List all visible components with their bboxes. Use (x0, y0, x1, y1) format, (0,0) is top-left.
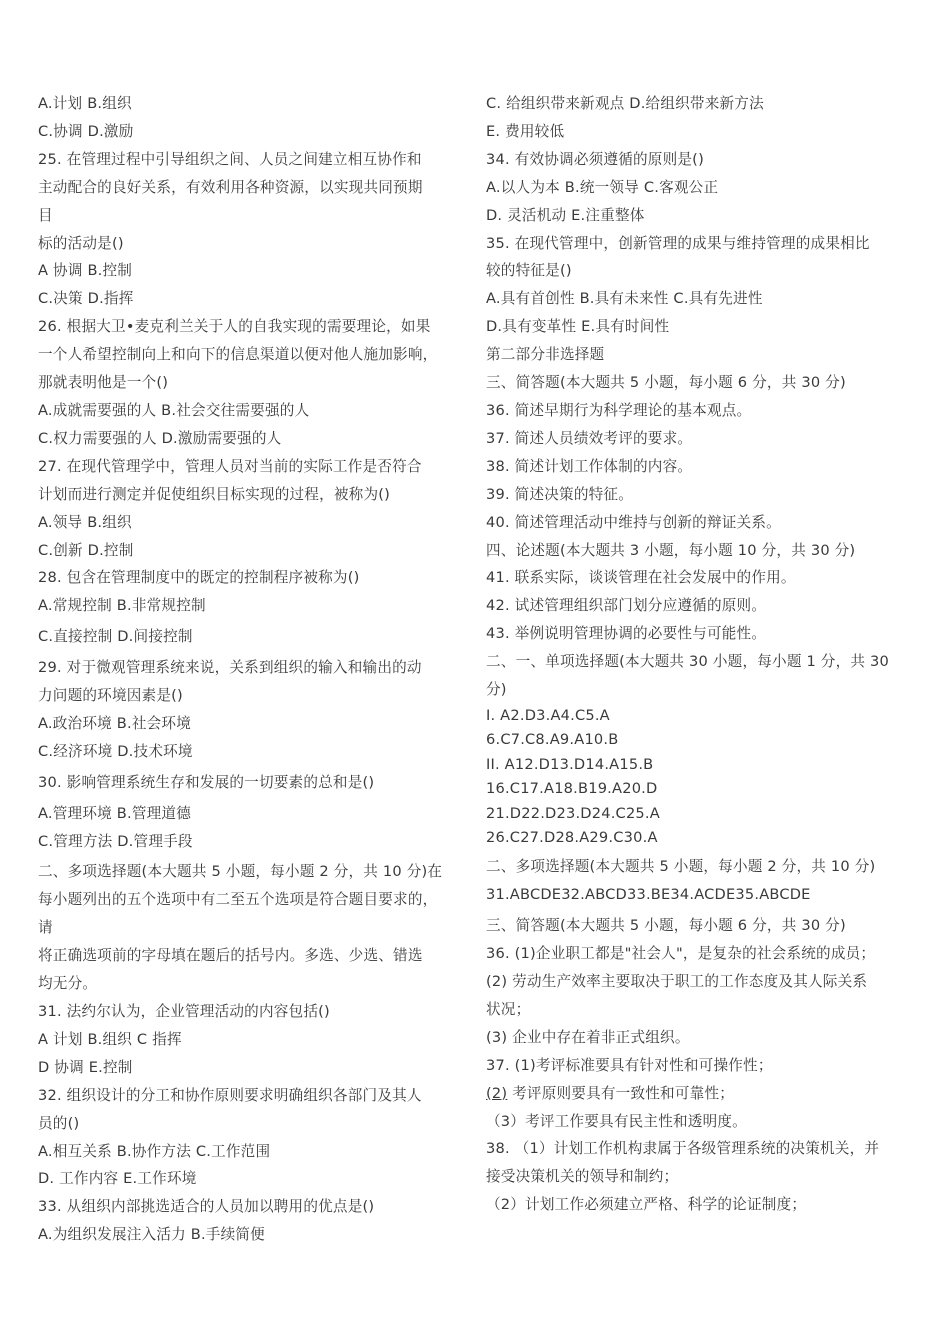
text-line: (2) 劳动生产效率主要取决于职工的工作态度及其人际关系 (486, 973, 868, 990)
text-line: 将正确选项前的字母填在题后的括号内。多选、少选、错选 (38, 947, 423, 965)
left-column (38, 90, 463, 1249)
text-line: C.协调 D.激励 (38, 122, 134, 140)
text-line: A.政治环境 B.社会环境 (38, 714, 192, 732)
text-line: 每小题列出的五个选项中有二至五个选项是符合题目要求的， (38, 891, 438, 909)
right-column (486, 90, 918, 1219)
text-line: C.决策 D.指挥 (38, 290, 134, 308)
text-line: 员的() (38, 1114, 80, 1132)
text-line: A.管理环境 B.管理道德 (38, 804, 192, 822)
text-line: C.创新 D.控制 (38, 541, 134, 559)
text-line: C.直接控制 D.间接控制 (38, 628, 193, 646)
text-line: 较的特征是() (486, 262, 572, 280)
text-line: 请 (38, 919, 53, 937)
text-line: 37. (1)考评标准要具有针对性和可操作性； (486, 1056, 773, 1074)
text-line: A.具有首创性 B.具有未来性 C.具有先进性 (486, 290, 763, 308)
text-line: A 计划 B.组织 C 指挥 (38, 1030, 182, 1048)
text-line: E. 费用较低 (486, 122, 565, 140)
text-line: 计划而进行测定并促使组织目标实现的过程，被称为() (38, 485, 391, 503)
text-line: A.相互关系 B.协作方法 C.工作范围 (38, 1142, 271, 1160)
text-line: 29. 对于微观管理系统来说，关系到组织的输入和输出的动 (38, 659, 422, 677)
text-line: 42. 试述管理组织部门划分应遵循的原则。 (486, 597, 767, 615)
section-heading: 三、简答题(本大题共 5 小题，每小题 6 分，共 30 分) (486, 917, 846, 935)
text-line: 状况； (486, 1000, 531, 1018)
text-line: C.经济环境 D.技术环境 (38, 742, 193, 760)
text-line: 主动配合的良好关系，有效利用各种资源，以实现共同预期 (38, 178, 423, 196)
text-line: （2）计划工作必须建立严格、科学的论证制度； (486, 1196, 807, 1214)
text-line: 一个人希望控制向上和向下的信息渠道以便对他人施加影响， (38, 346, 438, 364)
text-line: A.计划 B.组织 (38, 95, 132, 112)
answer-line: I. A2.D3.A4.C5.A (486, 706, 610, 724)
section-heading: 二、一、单项选择题(本大题共 30 小题，每小题 1 分，共 30 (486, 653, 889, 671)
text-line: 38. 简述计划工作体制的内容。 (486, 457, 693, 475)
text-line: A.以人为本 B.统一领导 C.客观公正 (486, 178, 719, 196)
text-line: D. 工作内容 E.工作环境 (38, 1170, 197, 1188)
text-line: 目 (38, 206, 53, 224)
text-line: 35. 在现代管理中，创新管理的成果与维持管理的成果相比 (486, 234, 870, 252)
text-line: C. 给组织带来新观点 D.给组织带来新方法 (486, 95, 764, 112)
text-line: 43. 举例说明管理协调的必要性与可能性。 (486, 625, 767, 643)
text-line: 33. 从组织内部挑选适合的人员加以聘用的优点是() (38, 1198, 375, 1216)
underlined-number: (2) (486, 1084, 508, 1102)
section-heading: 四、论述题(本大题共 3 小题，每小题 10 分，共 30 分) (486, 541, 856, 559)
text-line: （3）考评工作要具有民主性和透明度。 (486, 1112, 747, 1130)
text-line: 力问题的环境因素是() (38, 687, 183, 705)
answer-line: 6.C7.C8.A9.A10.B (486, 731, 619, 749)
section-heading: 二、多项选择题(本大题共 5 小题，每小题 2 分，共 10 分) (486, 858, 876, 876)
answer-line: 31.ABCDE32.ABCD33.BE34.ACDE35.ABCDE (486, 886, 811, 904)
text-line: 那就表明他是一个() (38, 374, 169, 392)
text-line: 25. 在管理过程中引导组织之间、人员之间建立相互协作和 (38, 150, 422, 168)
text-line: 27. 在现代管理学中，管理人员对当前的实际工作是否符合 (38, 457, 422, 475)
text-line: 28. 包含在管理制度中的既定的控制程序被称为() (38, 569, 360, 587)
section-heading: 第二部分非选择题 (486, 346, 605, 364)
text-line (486, 1080, 918, 1108)
text-line: C.管理方法 D.管理手段 (38, 832, 193, 850)
text-line: D. 灵活机动 E.注重整体 (486, 206, 645, 224)
text-line: (3) 企业中存在着非正式组织。 (486, 1028, 690, 1046)
text-line: D 协调 E.控制 (38, 1058, 133, 1076)
text-line: D.具有变革性 E.具有时间性 (486, 318, 670, 336)
text-line: 40. 简述管理活动中维持与创新的辩证关系。 (486, 513, 781, 531)
text-line: C.权力需要强的人 D.激励需要强的人 (38, 429, 282, 447)
answer-line: 21.D22.D23.D24.C25.A (486, 804, 660, 822)
answer-line: II. A12.D13.D14.A15.B (486, 755, 654, 773)
text-line: A.为组织发展注入活力 B.手续简便 (38, 1226, 265, 1244)
text-line: 分) (486, 681, 507, 699)
text-line: 38. （1）计划工作机构隶属于各级管理系统的决策机关，并 (486, 1140, 880, 1158)
text-line: 30. 影响管理系统生存和发展的一切要素的总和是() (38, 773, 375, 791)
text-line: 均无分。 (38, 975, 98, 993)
text-line: A.领导 B.组织 (38, 513, 132, 531)
text-span: 考评原则要具有一致性和可靠性； (507, 1084, 735, 1102)
text-line: 36. 简述早期行为科学理论的基本观点。 (486, 401, 752, 419)
section-heading: 三、简答题(本大题共 5 小题，每小题 6 分，共 30 分) (486, 374, 846, 392)
text-line: 32. 组织设计的分工和协作原则要求明确组织各部门及其人 (38, 1086, 422, 1104)
text-line: 36. (1)企业职工都是"社会人"，是复杂的社会系统的成员； (486, 945, 876, 963)
text-line: 标的活动是() (38, 234, 124, 252)
answer-line: 16.C17.A18.B19.A20.D (486, 780, 658, 798)
text-line: 41. 联系实际，谈谈管理在社会发展中的作用。 (486, 569, 796, 587)
text-line: 二、多项选择题(本大题共 5 小题，每小题 2 分，共 10 分)在 (38, 863, 443, 881)
text-line: 31. 法约尔认为，企业管理活动的内容包括() (38, 1003, 330, 1020)
text-line: 37. 简述人员绩效考评的要求。 (486, 429, 693, 447)
text-line: A 协调 B.控制 (38, 262, 133, 280)
text-line: 39. 简述决策的特征。 (486, 485, 633, 503)
text-line: 34. 有效协调必须遵循的原则是() (486, 150, 704, 168)
answer-line: 26.C27.D28.A29.C30.A (486, 828, 658, 846)
text-line: 26. 根据大卫•麦克利兰关于人的自我实现的需要理论，如果 (38, 318, 431, 336)
text-line: 接受决策机关的领导和制约； (486, 1168, 679, 1186)
text-line: A.常规控制 B.非常规控制 (38, 597, 206, 615)
text-line: A.成就需要强的人 B.社会交往需要强的人 (38, 401, 310, 419)
